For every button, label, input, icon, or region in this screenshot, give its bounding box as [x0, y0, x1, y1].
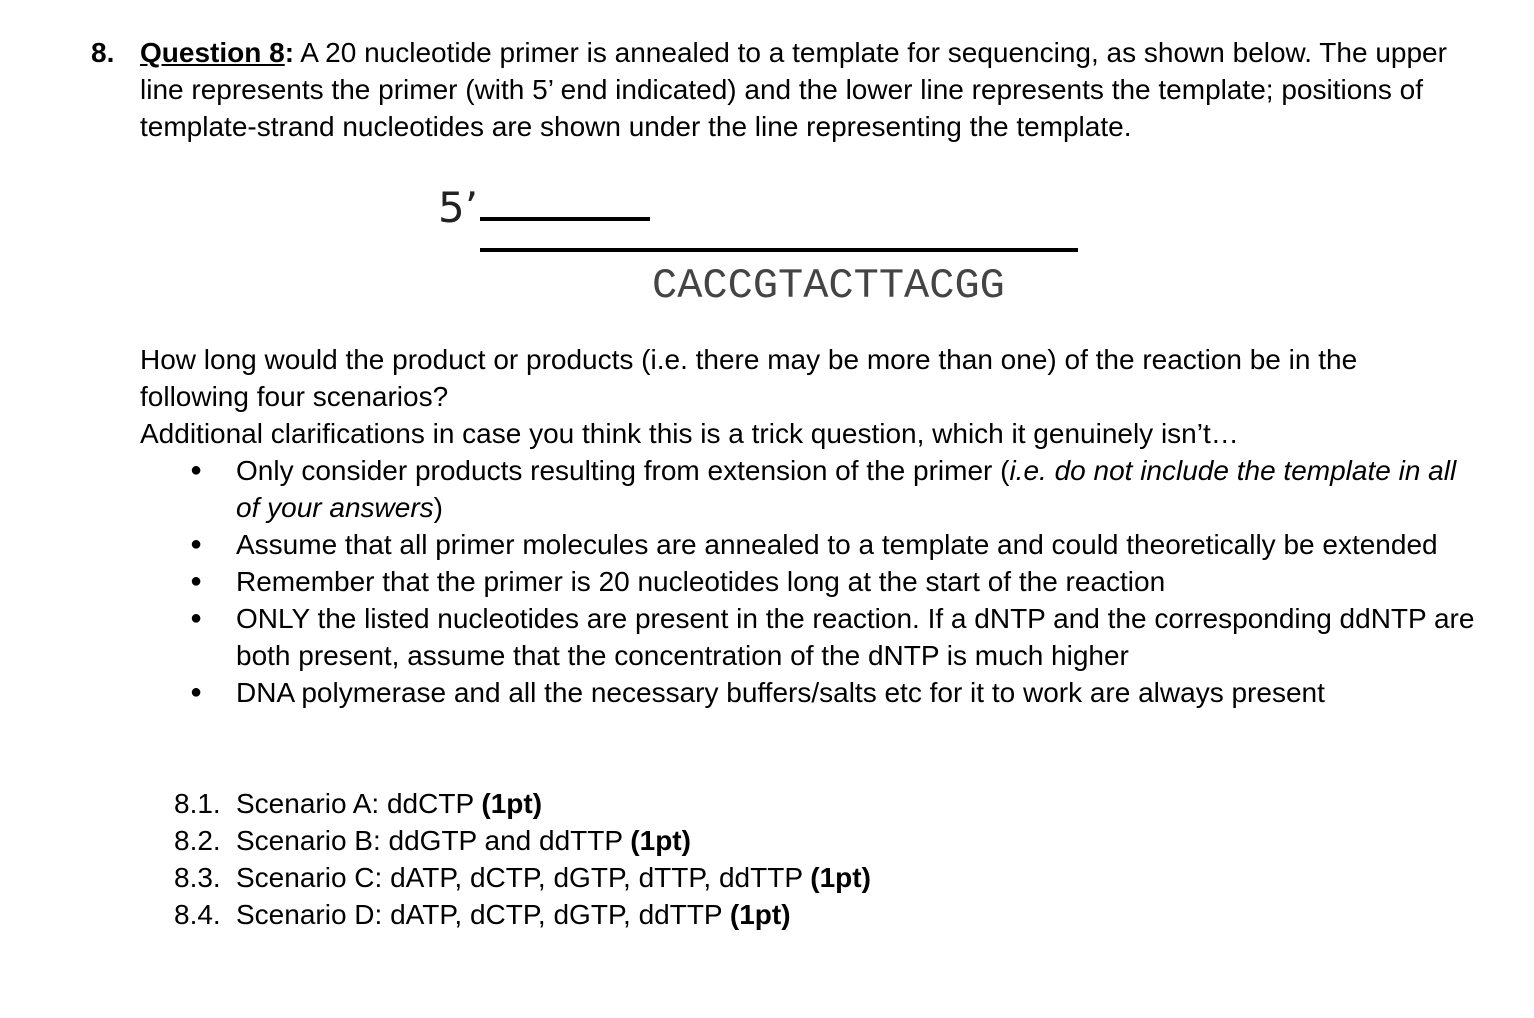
question-title-colon: : — [284, 37, 295, 68]
five-prime-label: 5’ — [438, 183, 479, 232]
scenario-label: Scenario C: dATP, dCTP, dGTP, dTTP, ddTTP — [236, 862, 811, 893]
scenario-points: (1pt) — [630, 825, 691, 856]
clarification-item: ● Assume that all primer molecules are annealed to a template and could theoretically be extended — [236, 526, 1476, 563]
scenario-item — [174, 822, 871, 859]
clarification-text: Only consider products resulting from extension of the primer ( — [236, 455, 1010, 486]
clarification-list — [236, 452, 1476, 711]
scenario-label: Scenario D: dATP, dCTP, dGTP, ddTTP — [236, 899, 730, 930]
scenario-points: (1pt) — [810, 862, 871, 893]
clarification-item — [236, 452, 1476, 526]
scenario-number: 8.4. — [174, 899, 221, 930]
scenario-number: 8.2. — [174, 825, 221, 856]
template-sequence: CACCGTACTTACGG — [652, 262, 1005, 310]
prompt-line-1: How long would the product or products (i.e. there may be more than one) of the reaction be in the following four scenarios? — [140, 344, 1358, 412]
question-intro-text: A 20 nucleotide primer is annealed to a template for sequencing, as shown below. The upper line represents the primer (with 5’ end indicated) and the lower line represents the template; positions of template-strand nucleotides are shown under the line representing the template. — [140, 37, 1447, 142]
scenario-number: 8.1. — [174, 788, 221, 819]
primer-line — [480, 217, 650, 221]
scenario-label: Scenario A: ddCTP — [236, 788, 482, 819]
clarification-item: ● DNA polymerase and all the necessary buffers/salts etc for it to work are always present — [236, 674, 1476, 711]
scenario-label: Scenario B: ddGTP and ddTTP — [236, 825, 631, 856]
prompt-line-2: Additional clarifications in case you think this is a trick question, which it genuinely isn’t… — [140, 418, 1239, 449]
clarification-item: ● ONLY the listed nucleotides are present in the reaction. If a dNTP and the corresponding ddNTP are both present, assume that the concentration of the dNTP is much higher — [236, 600, 1476, 674]
clarification-item: ● Remember that the primer is 20 nucleotides long at the start of the reaction — [236, 563, 1476, 600]
primer-template-diagram — [0, 0, 1534, 320]
template-line — [480, 248, 1078, 252]
scenario-number: 8.3. — [174, 862, 221, 893]
question-title: Question 8 — [140, 37, 285, 68]
question-prompt — [140, 341, 1470, 452]
scenario-list — [174, 785, 871, 933]
clarification-italic-text: i.e. do not include the template in all of your answers — [236, 455, 1457, 523]
clarification-text-end: ) — [433, 492, 443, 523]
scenario-item — [174, 785, 871, 822]
scenario-item — [174, 859, 871, 896]
scenario-item — [174, 896, 871, 933]
scenario-points: (1pt) — [481, 788, 543, 819]
question-number: 8. — [91, 37, 115, 68]
scenario-points: (1pt) — [729, 899, 791, 930]
